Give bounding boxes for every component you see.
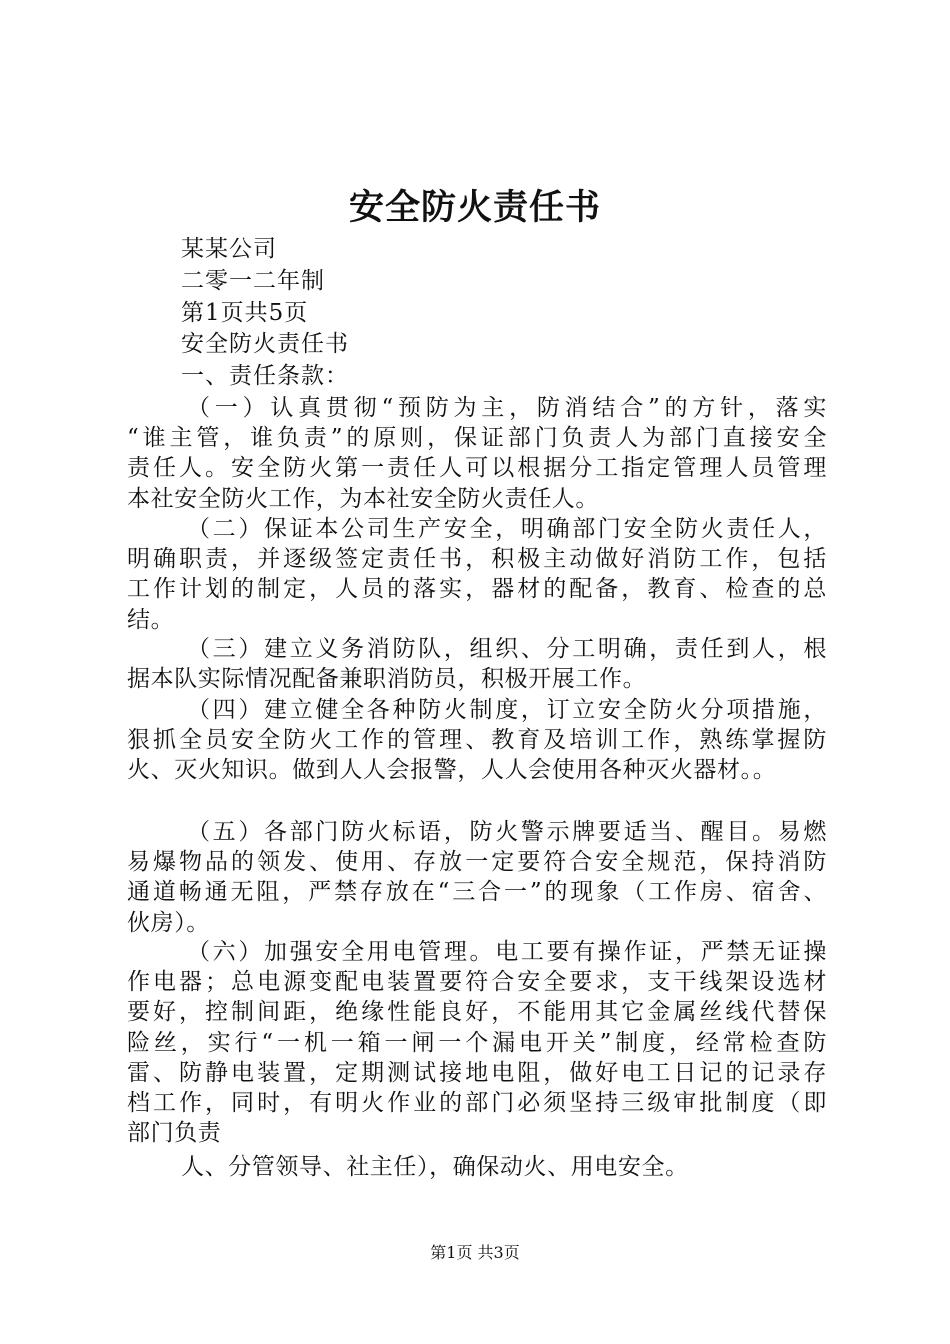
clause-5-line: 通道畅通无阻，严禁存放在“三合一”的现象（工作房、宿舍、	[127, 879, 827, 906]
clause-3-line: 据本队实际情况配备兼职消防员，积极开展工作。	[127, 666, 647, 693]
clause-1-line: （一）认真贯彻“预防为主，防消结合”的方针，落实	[187, 395, 827, 421]
clause-6-line: 险丝，实行“一机一箱一闸一个漏电开关”制度，经常检查防	[127, 1029, 827, 1056]
clause-5-line: （五）各部门防火标语，防火警示牌要适当、醒目。易燃	[187, 819, 827, 845]
section-heading: 一、责任条款：	[181, 363, 349, 389]
clause-6-continuation	[181, 1152, 821, 1182]
clause-1	[127, 393, 827, 514]
page-info: 第1页共5页	[181, 300, 309, 326]
clause-5-line: 伙房）。	[127, 909, 210, 936]
document-subtitle: 安全防火责任书	[181, 331, 349, 357]
clause-1-line: 本社安全防火工作，为本社安全防火责任人。	[127, 485, 599, 512]
company-name: 某某公司	[181, 236, 277, 262]
clause-2	[127, 514, 827, 635]
page-footer: 第1页 共3页	[430, 1243, 520, 1262]
clause-2-line: 明确职责，并逐级签定责任书，积极主动做好消防工作，包括	[127, 546, 827, 573]
clause-6-line: 要好，控制间距，绝缘性能良好，不能用其它金属丝线代替保	[127, 999, 827, 1026]
clause-6-line: （六）加强安全用电管理。电工要有操作证，严禁无证操	[187, 939, 827, 965]
clause-4-line: 狠抓全员安全防火工作的管理、教育及培训工作，熟练掌握防	[127, 727, 827, 754]
clause-3-line: （三）建立义务消防队，组织、分工明确，责任到人，根	[187, 636, 827, 662]
clause-6-continuation-line: 人、分管领导、社主任），确保动火、用电安全。	[181, 1154, 689, 1180]
clause-1-line: 责任人。安全防火第一责任人可以根据分工指定管理人员管理	[127, 455, 827, 482]
clause-2-line: （二）保证本公司生产安全，明确部门安全防火责任人，	[187, 516, 827, 542]
clause-6	[127, 937, 827, 1148]
clause-6-line: 作电器；总电源变配电装置要符合安全要求，支干线架设选材	[127, 969, 827, 996]
clause-5	[127, 817, 827, 938]
year-line: 二零一二年制	[181, 268, 325, 294]
clause-6-line: 部门负责	[127, 1120, 222, 1147]
clause-6-line: 雷、防静电装置，定期测试接地电阻，做好电工日记的记录存	[127, 1059, 827, 1086]
clause-6-line: 档工作，同时，有明火作业的部门必须坚持三级审批制度（即	[127, 1089, 827, 1116]
clause-4	[127, 695, 827, 786]
clause-1-line: “谁主管，谁负责”的原则，保证部门负责人为部门直接安全	[127, 425, 827, 452]
clause-4-line: 火、灭火知识。做到人人会报警，人人会使用各种灭火器材。。	[127, 757, 777, 784]
clause-5-line: 易爆物品的领发、使用、存放一定要符合安全规范，保持消防	[127, 849, 827, 876]
page-title: 安全防火责任书	[348, 187, 601, 228]
clause-2-line: 结。	[127, 606, 175, 633]
clause-2-line: 工作计划的制定，人员的落实，器材的配备，教育、检查的总	[127, 576, 827, 603]
clause-4-line: （四）建立健全各种防火制度，订立安全防火分项措施，	[187, 697, 827, 723]
clause-3	[127, 634, 827, 694]
